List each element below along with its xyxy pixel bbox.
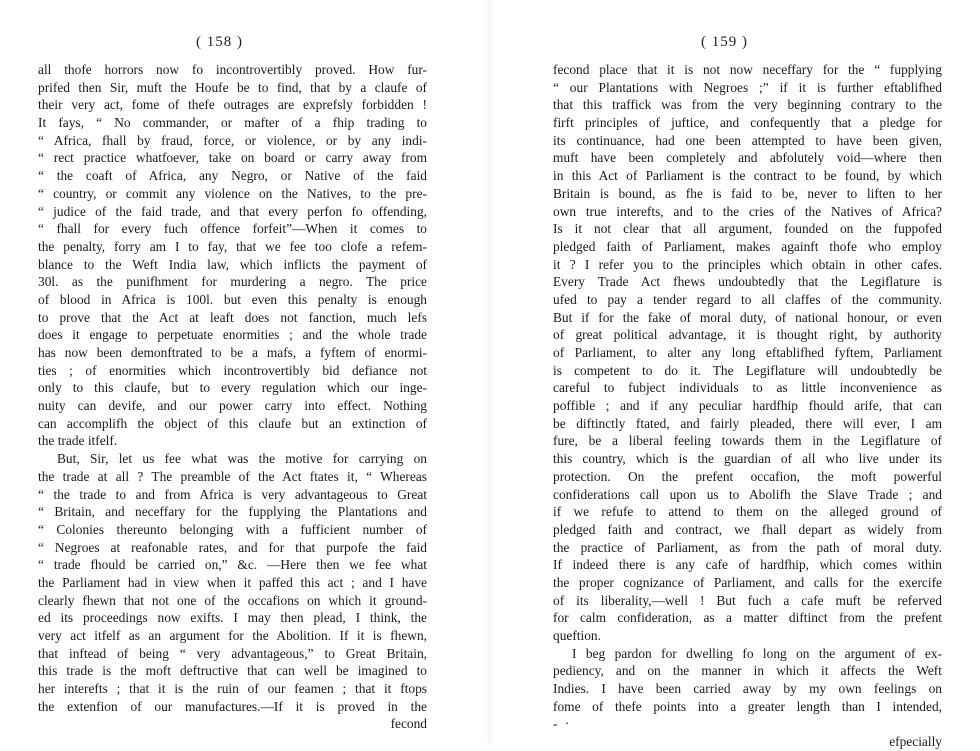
catchword: efpecially — [889, 734, 942, 750]
text-line: the penalty, forry am I to fay, that we fee too clofe a refem- — [38, 238, 427, 254]
text-line: in this Act of Parliament is the contract to be found, by which — [553, 168, 942, 184]
text-line: “ judice of the faid trade, and that every perfon fo offending, — [38, 203, 427, 219]
text-line: “ trade fhould be carried on,” &c. —Here then we fee what — [38, 557, 427, 573]
text-line: pediency, and on the manner in which it affects the Weft — [553, 663, 942, 679]
text-line: “ the coaft of Africa, any Negro, or Native of the faid — [38, 168, 427, 184]
text-line: can accomplifh the object of this claufe but an extinction of — [38, 415, 427, 431]
body-text — [553, 61, 942, 751]
text-line: “ country, or commit any violence on the Natives, to the pre- — [38, 185, 427, 201]
text-line: only to this claufe, but to every regulation which our inge- — [38, 380, 427, 396]
text-line: Every Trade Act fhews undoubtedly that the Legiflature is — [553, 274, 942, 290]
text-line: that this traffick was from the very beginning contrary to the — [553, 97, 942, 113]
text-line: confiderations call upon us to Abolifh the Slave Trade ; and — [553, 486, 942, 502]
text-line: of its liberality,—well ! But fuch a cafe muft be referved — [553, 592, 942, 608]
left-page — [0, 0, 490, 743]
text-line: If indeed there is any cafe of hardfhip, which comes within — [553, 557, 942, 573]
text-line: for calm confideration, as a matter diftinct from the prefent — [553, 610, 942, 626]
text-line: firft principles of juftice, and confequently that a pledge for — [553, 115, 942, 131]
text-line: poffible ; and if any peculiar hardfhip fhould arife, that can — [553, 398, 942, 414]
text-line: “ the trade to and from Africa is very advantageous to Great — [38, 486, 427, 502]
text-line: “ fhall for every fuch offence forfeit”—When it comes to — [38, 221, 427, 237]
text-line: their very act, fome of thefe outrages are exprefsly forbidden ! — [38, 97, 427, 113]
text-line: pledged faith and contract, we fhall depart as widely from — [553, 521, 942, 537]
text-line: the proper cognizance of Parliament, and calls for the exercife — [553, 574, 942, 590]
text-line: “ Africa, fhall by fraud, force, or violence, or by any indi- — [38, 132, 427, 148]
text-line: - · — [553, 716, 572, 732]
text-line: Britain is bound, as fhe is faid to be, never to liften to her — [553, 185, 942, 201]
text-line: 30l. as the punifhment for murdering a negro. The price — [38, 274, 427, 290]
text-line: fecond place that it is not now neceffary for the “ fupplying — [553, 62, 942, 77]
text-line: queftion. — [553, 628, 601, 643]
text-line: the extenfion of our manufactures.—If it is proved in the — [38, 698, 427, 714]
text-line: clearly fhewn that not one of the occafions on which it ground- — [38, 592, 427, 608]
text-line: very act itfelf as an argument for the Abolition. If it is fhewn, — [38, 628, 427, 643]
text-line: fome of thefe points into a greater length than I intended, — [553, 698, 942, 714]
text-line: does it engage to perpetuate enormities ; and the whole trade — [38, 327, 427, 343]
text-line: has now been demonftrated to be a mafs, a fyftem of enormi- — [38, 345, 427, 360]
text-line: of blood in Africa is 100l. but even this penalty is enough — [38, 291, 427, 307]
text-line: its continuance, had one been attempted to have been given, — [553, 132, 942, 148]
text-line: I beg pardon for dwelling fo long on the argument of ex- — [572, 645, 942, 661]
text-line: all thofe horrors now fo incontrovertibly proved. How fur- — [38, 62, 427, 77]
text-line: Indies. I have been carried away by my own feelings on — [553, 681, 942, 697]
text-line: blance to the Weft India law, which inflicts the payment of — [38, 256, 427, 272]
text-line: it ? I refer you to the principles which obtain in other cafes. — [553, 256, 942, 272]
catchword: fecond — [390, 716, 427, 732]
text-line: But if for the fake of moral duty, of national honour, or even — [553, 309, 942, 325]
text-line: prifed then Sir, muft the Houfe be to find, that by a claufe of — [38, 79, 427, 95]
text-line: of great political advantage, it is thought right, by authority — [553, 327, 942, 343]
text-line: is competent to do it. The Legiflature will undoubtedly be — [553, 362, 942, 378]
text-line: “ rect practice whatfoever, take on board or carry away from — [38, 150, 427, 166]
text-line: if we refufe to attend to them on the alleged ground of — [553, 504, 942, 520]
text-line: muft have been completely and abfolutely void—where then — [553, 150, 942, 166]
text-line: the practice of Parliament, as from the path of moral duty. — [553, 539, 942, 555]
text-line: to prove that the Act at leaft does not fanction, much lefs — [38, 309, 427, 325]
text-line: “ Britain, and neceffary for the fupplying the Plantations and — [38, 504, 427, 520]
text-line: the trade at all ? The preamble of the Act ftates it, “ Whereas — [38, 468, 427, 484]
text-line: her interefts ; that it is the ruin of our feamen ; that it ftops — [38, 681, 427, 697]
body-text — [38, 61, 427, 733]
text-line: ufed to pay a tender regard to all claffes of the community. — [553, 291, 942, 307]
text-line: ed its proceedings now exifts. I may then plead, I think, the — [38, 610, 427, 626]
text-line: be diftinctly ftated, and fairly pleaded, there will ever, I am — [553, 415, 942, 431]
text-line: of Parliament, to alter any long eftablifhed fyftem, Parliament — [553, 345, 942, 360]
text-line: that inftead of being “ very advantageous,” to Great Britain, — [38, 645, 427, 661]
text-line: nuity can devife, and our power carry into effect. Nothing — [38, 398, 427, 414]
text-line: fure, be a liberal feeling towards them in the Legiflature of — [553, 433, 942, 449]
page-number: ( 159 ) — [701, 34, 748, 50]
text-line: It fays, “ No commander, or mafter of a fhip trading to — [38, 115, 427, 131]
text-line: the Parliament had in view when it paffed this act ; and I have — [38, 574, 427, 590]
text-line: the trade itfelf. — [38, 433, 118, 449]
text-line: “ our Plantations with Negroes ;” if it is further eftablifhed — [553, 79, 942, 95]
text-line: own true interefts, and to the cries of the Natives of Africa? — [553, 203, 942, 219]
text-line: pledged faith of Parliament, makes againft thofe who employ — [553, 238, 942, 254]
page-number: ( 158 ) — [196, 34, 243, 50]
text-line: But, Sir, let us fee what was the motive for carrying on — [57, 451, 427, 467]
text-line: Is it not clear that all argument, founded on the fuppofed — [553, 221, 942, 237]
text-line: ties ; of enormities which incontrovertibly bid defiance not — [38, 362, 427, 378]
right-page — [490, 0, 980, 750]
text-line: careful to fubject individuals to as little inconvenience as — [553, 380, 942, 396]
text-line: this trade is the moft deftructive that can well be imagined to — [38, 663, 427, 679]
text-line: “ Negroes at reafonable rates, and for that purpofe the faid — [38, 539, 427, 555]
text-line: this country, which is the guardian of all who live under its — [553, 451, 942, 467]
text-line: “ Colonies thereunto belonging with a fufficient number of — [38, 521, 427, 537]
text-line: protection. On the prefent occafion, the moft powerful — [553, 468, 942, 484]
